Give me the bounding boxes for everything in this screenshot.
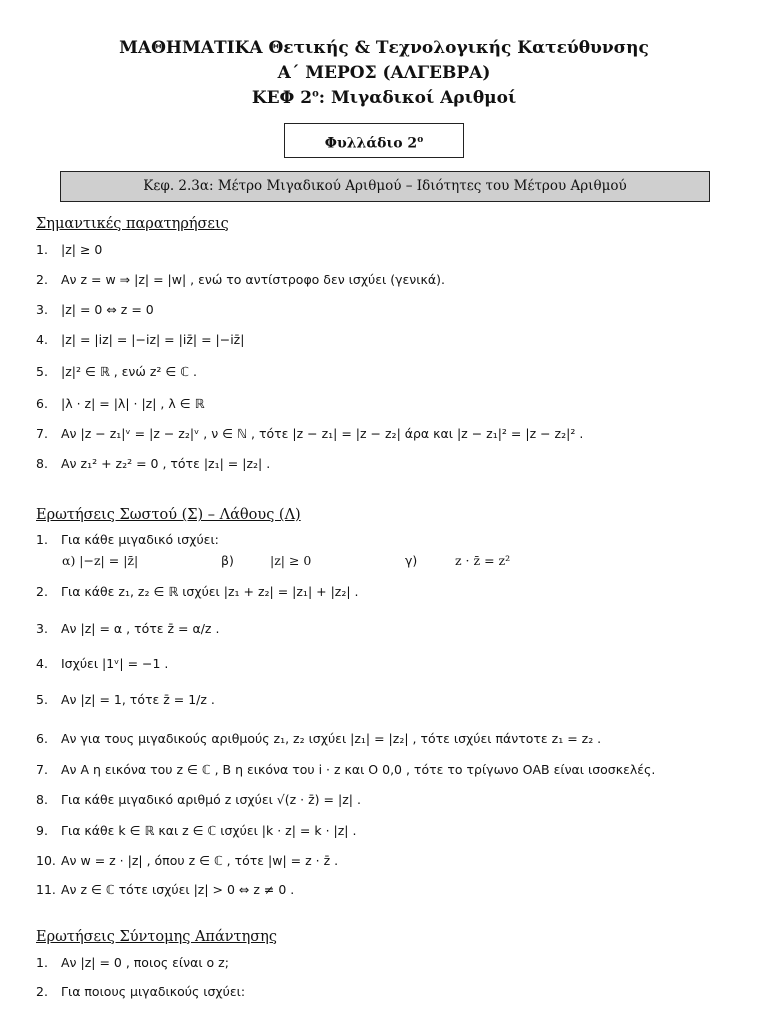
item-number: 7. [36, 762, 48, 777]
item-text: Αν |z| = 0 , ποιος είναι ο z; [61, 955, 229, 970]
item-number: 5. [36, 364, 48, 379]
option-b-label: β) [221, 553, 234, 568]
option-c-label: γ) [405, 553, 418, 568]
doc-title-line3: ΚΕΦ $2^o$: Μιγαδικοί Αριθμοί [251, 88, 517, 108]
item-number: 11. [36, 882, 56, 897]
list-item [36, 731, 601, 746]
item-number: 4. [36, 332, 48, 347]
list-item [36, 823, 356, 838]
item-number: 2. [36, 584, 48, 599]
item-text: Για κάθε z₁, z₂ ∈ ℝ ισχύει |z₁ + z₂| = |z₁| + |z₂| . [61, 584, 359, 599]
doc-title-line1: ΜΑΘΗΜΑΤΙΚΑ Θετικής & Τεχνολογικής Κατεύθυνσης [119, 38, 649, 58]
option-a: α) |−z| = |z̄| [62, 553, 139, 568]
item-number: 10. [36, 853, 56, 868]
item-number: 8. [36, 792, 48, 807]
sheet-label-box: Φυλλάδιο $2^o$ [284, 123, 464, 158]
item-text: |z| = |iz| = |−iz| = |iz̄| = |−iz̄| [61, 332, 245, 347]
item-number: 3. [36, 302, 48, 317]
list-item [36, 396, 205, 411]
option-c-expr: z · z̄ = z² [455, 553, 511, 568]
list-item [36, 955, 229, 970]
chapter-banner: Κεφ. 2.3α: Μέτρο Μιγαδικού Αριθμού – Ιδιότητες του Μέτρου Αριθμού [60, 171, 710, 202]
item-number: 6. [36, 396, 48, 411]
list-item [36, 882, 294, 897]
list-item [36, 584, 359, 599]
list-item [36, 692, 215, 707]
list-item [36, 456, 270, 471]
section-heading-short-answer: Ερωτήσεις Σύντομης Απάντησης [36, 929, 277, 945]
list-item [36, 364, 197, 379]
list-item [36, 242, 102, 257]
doc-title-line2: Α΄ ΜΕΡΟΣ (ΑΛΓΕΒΡΑ) [277, 63, 491, 83]
item-text: Αν z ∈ ℂ τότε ισχύει |z| > 0 ⇔ z ≠ 0 . [61, 882, 295, 897]
list-item [36, 272, 445, 287]
item-text: Για κάθε μιγαδικό αριθμό z ισχύει √(z · z̄) = |z| . [61, 792, 361, 807]
item-text: Αν |z| = α , τότε z̄ = α/z . [61, 621, 220, 636]
item-number: 7. [36, 426, 48, 441]
item-text: |λ · z| = |λ| · |z| , λ ∈ ℝ [61, 396, 205, 411]
item-number: 1. [36, 242, 48, 257]
item-number: 3. [36, 621, 48, 636]
item-text: |z| = 0 ⇔ z = 0 [61, 302, 154, 317]
option-b-expr: |z| ≥ 0 [270, 553, 312, 568]
list-item [36, 762, 655, 777]
item-text: Για ποιους μιγαδικούς ισχύει: [61, 984, 246, 999]
list-item [36, 792, 361, 807]
list-item [36, 984, 245, 999]
item-number: 4. [36, 656, 48, 671]
section-heading-true-false: Ερωτήσεις Σωστού (Σ) – Λάθους (Λ) [36, 507, 301, 523]
item-number: 2. [36, 984, 48, 999]
item-text: Αν w = z · |z| , όπου z ∈ ℂ , τότε |w| = z · z̄ . [61, 853, 339, 868]
item-number: 1. [36, 955, 48, 970]
section-heading-observations: Σημαντικές παρατηρήσεις [36, 216, 229, 232]
item-text: Αν |z − z₁|ᵛ = |z − z₂|ᵛ , ν ∈ ℕ , τότε |z − z₁| = |z − z₂| άρα και |z − z₁|² = |z − z₂|² . [61, 426, 584, 441]
item-text: Αν Α η εικόνα του z ∈ ℂ , Β η εικόνα του i · z και Ο 0,0 , τότε το τρίγωνο ΟΑΒ είναι ισοσκελές. [61, 762, 656, 777]
item-number: 2. [36, 272, 48, 287]
list-item [36, 426, 583, 441]
list-item [36, 621, 219, 636]
list-item: 1. Για κάθε μιγαδικό ισχύει: [36, 532, 219, 547]
item-number: 6. [36, 731, 48, 746]
item-text: Αν για τους μιγαδικούς αριθμούς z₁, z₂ ισχύει |z₁| = |z₂| , τότε ισχύει πάντοτε z₁ = z₂ . [61, 731, 602, 746]
item-text: |z| ≥ 0 [61, 242, 103, 257]
item-number: 9. [36, 823, 48, 838]
item-text: Αν z = w ⇒ |z| = |w| , ενώ το αντίστροφο δεν ισχύει (γενικά). [61, 272, 445, 287]
item-text: |z|² ∈ ℝ , ενώ z² ∈ ℂ . [61, 364, 197, 379]
item-text: Αν |z| = 1, τότε z̄ = 1/z . [61, 692, 215, 707]
list-item [36, 853, 338, 868]
item-text: Ισχύει |1ᵛ| = −1 . [61, 656, 169, 671]
item-text: Για κάθε k ∈ ℝ και z ∈ ℂ ισχύει |k · z| = k · |z| . [61, 823, 357, 838]
item-number: 5. [36, 692, 48, 707]
list-item [36, 656, 168, 671]
item-text: Αν z₁² + z₂² = 0 , τότε |z₁| = |z₂| . [61, 456, 271, 471]
item-number: 8. [36, 456, 48, 471]
list-item [36, 332, 244, 347]
list-item [36, 302, 154, 317]
